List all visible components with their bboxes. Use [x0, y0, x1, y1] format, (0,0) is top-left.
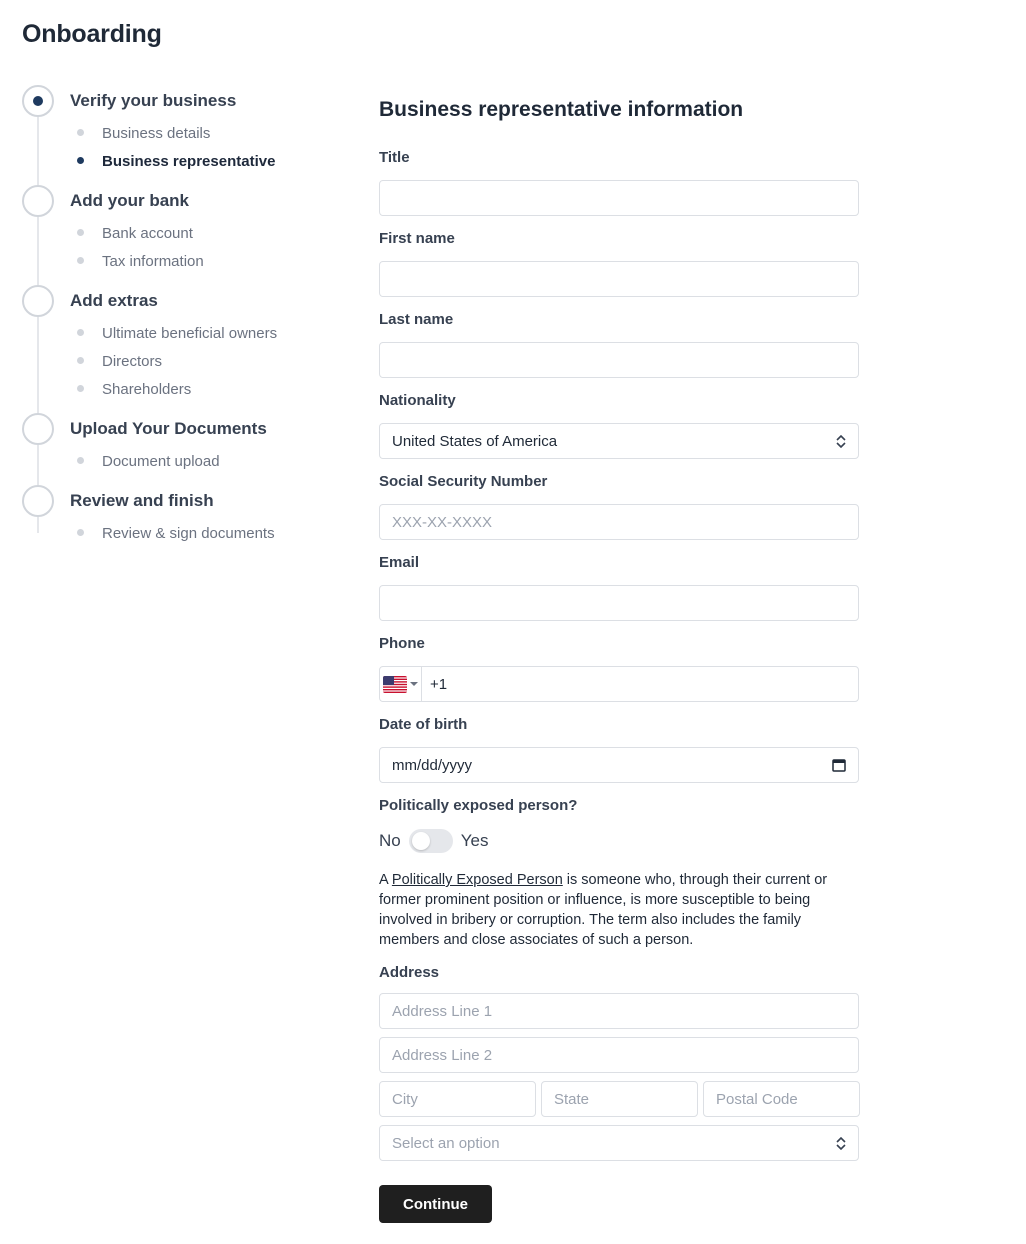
ssn-input[interactable] — [379, 504, 859, 540]
step-label: Add your bank — [70, 191, 190, 210]
substep-label: Business details — [102, 124, 211, 142]
caret-down-icon — [410, 682, 418, 686]
representative-form — [379, 98, 859, 1223]
bullet-icon — [77, 457, 84, 464]
step-add-bank[interactable] — [22, 185, 342, 275]
title-input[interactable] — [379, 180, 859, 216]
pep-label: Politically exposed person? — [379, 797, 578, 814]
step-label: Review and finish — [70, 491, 214, 510]
nationality-value: United States of America — [392, 432, 558, 450]
step-indicator-icon — [22, 485, 54, 517]
continue-button[interactable]: Continue — [379, 1185, 492, 1223]
calendar-icon[interactable] — [832, 758, 846, 772]
dob-input[interactable] — [379, 747, 859, 783]
substep-label: Shareholders — [102, 380, 192, 398]
substep-tax-information[interactable] — [22, 247, 342, 275]
ssn-label: Social Security Number — [379, 473, 548, 490]
chevron-up-down-icon — [836, 435, 846, 448]
bullet-icon — [77, 529, 84, 536]
substep-directors[interactable] — [22, 347, 342, 375]
country-select[interactable] — [379, 1125, 859, 1161]
substep-label: Business representative — [102, 152, 276, 170]
dob-placeholder: mm/dd/yyyy — [392, 756, 473, 774]
step-indicator-icon — [22, 285, 54, 317]
step-add-extras[interactable] — [22, 285, 342, 403]
substep-label: Document upload — [102, 452, 220, 470]
substep-shareholders[interactable] — [22, 375, 342, 403]
pep-no-label: No — [379, 831, 401, 850]
substep-label: Ultimate beneficial owners — [102, 324, 278, 342]
nationality-label: Nationality — [379, 392, 456, 409]
pep-desc-prefix: A — [379, 872, 392, 888]
substep-document-upload[interactable] — [22, 447, 342, 475]
bullet-icon — [77, 385, 84, 392]
last-name-label: Last name — [379, 311, 454, 328]
first-name-label: First name — [379, 230, 455, 247]
nationality-select[interactable] — [379, 423, 859, 459]
bullet-icon — [77, 357, 84, 364]
onboarding-stepper — [22, 85, 342, 547]
step-indicator-icon — [22, 185, 54, 217]
bullet-icon — [77, 257, 84, 264]
bullet-icon — [77, 157, 84, 164]
address-line2-input[interactable] — [379, 1037, 859, 1073]
toggle-knob — [412, 832, 430, 850]
title-label: Title — [379, 149, 410, 166]
pep-toggle[interactable] — [409, 829, 453, 853]
bullet-icon — [77, 229, 84, 236]
substep-ultimate-beneficial-owners[interactable] — [22, 319, 342, 347]
phone-label: Phone — [379, 635, 425, 652]
substep-label: Bank account — [102, 224, 193, 242]
bullet-icon — [77, 129, 84, 136]
state-input[interactable] — [541, 1081, 698, 1117]
substep-label: Tax information — [102, 252, 204, 270]
step-verify-business[interactable] — [22, 85, 342, 175]
step-active-indicator-icon — [22, 85, 54, 117]
email-label: Email — [379, 554, 420, 571]
chevron-up-down-icon — [836, 1137, 846, 1150]
pep-yes-label: Yes — [460, 831, 489, 850]
substep-business-details[interactable] — [22, 119, 342, 147]
step-indicator-icon — [22, 413, 54, 445]
city-input[interactable] — [379, 1081, 536, 1117]
address-label: Address — [379, 964, 440, 981]
substep-label: Directors — [102, 352, 163, 370]
pep-desc-suffix: is someone who, through their current or former prominent position or influence, is more susceptible to being involved in bribery or corruption. The term also includes the family members and close associates of such a person. — [379, 872, 828, 948]
step-label: Verify your business — [70, 91, 237, 110]
pep-toggle-row — [379, 828, 859, 854]
phone-input[interactable] — [379, 666, 859, 702]
dob-label: Date of birth — [379, 716, 468, 733]
last-name-input[interactable] — [379, 342, 859, 378]
country-code-dropdown[interactable] — [380, 667, 422, 701]
substep-bank-account[interactable] — [22, 219, 342, 247]
first-name-input[interactable] — [379, 261, 859, 297]
email-input[interactable] — [379, 585, 859, 621]
country-select-placeholder: Select an option — [392, 1134, 500, 1152]
form-title: Business representative information — [379, 98, 744, 121]
substep-label: Review & sign documents — [102, 524, 275, 542]
pep-description — [379, 870, 849, 950]
bullet-icon — [77, 329, 84, 336]
step-upload-documents[interactable] — [22, 413, 342, 475]
pep-definition-link[interactable]: Politically Exposed Person — [391, 872, 563, 888]
step-label: Upload Your Documents — [70, 419, 267, 438]
us-flag-icon — [383, 676, 407, 693]
substep-business-representative[interactable] — [22, 147, 342, 175]
page-title: Onboarding — [22, 20, 162, 48]
address-line1-input[interactable] — [379, 993, 859, 1029]
step-review-finish[interactable] — [22, 485, 342, 547]
step-label: Add extras — [70, 291, 158, 310]
phone-dial-code: +1 — [430, 675, 448, 693]
substep-review-sign-documents[interactable] — [22, 519, 342, 547]
postal-code-input[interactable] — [703, 1081, 860, 1117]
